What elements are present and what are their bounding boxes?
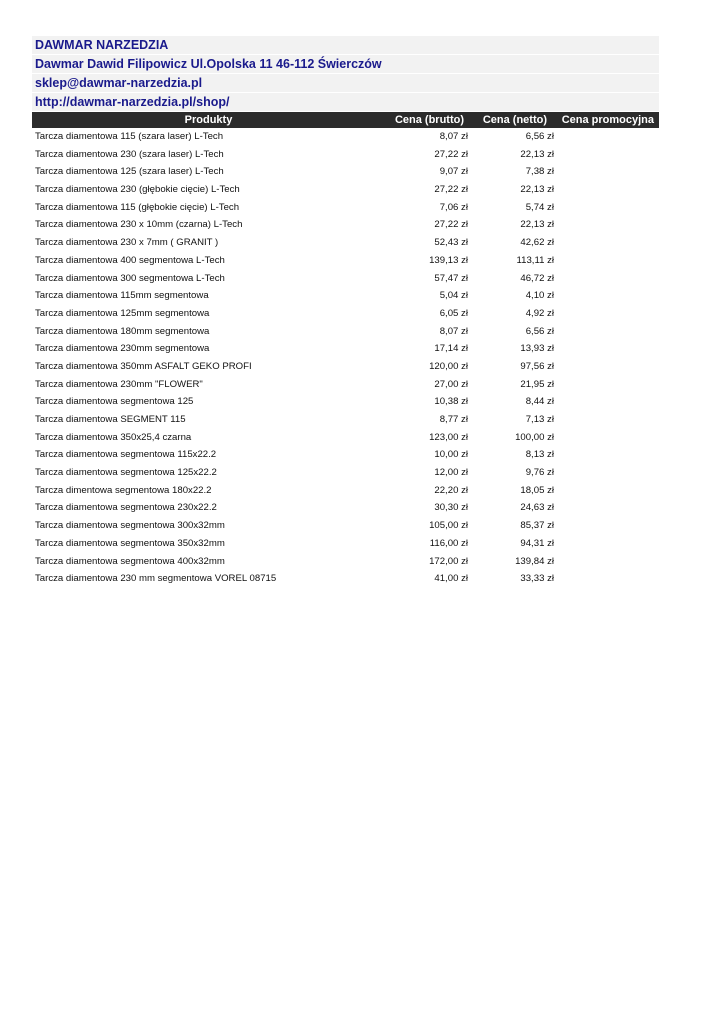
price-netto-cell: 4,10 zł: [525, 290, 554, 302]
price-promo-cell: [558, 287, 659, 305]
price-promo-cell: [558, 252, 659, 270]
table-row: [32, 535, 659, 553]
price-brutto-cell: 27,00 zł: [434, 378, 468, 390]
price-netto-cell: 97,56 zł: [520, 360, 554, 372]
product-name-cell: Tarcza diamentowa 350x25,4 czarna: [35, 431, 192, 443]
price-netto-cell: 9,76 zł: [525, 467, 554, 479]
price-netto-cell: 42,62 zł: [520, 237, 554, 249]
price-promo-cell: [558, 464, 659, 482]
table-row: [32, 163, 659, 181]
price-brutto-cell: 123,00 zł: [429, 431, 468, 443]
product-name-cell: Tarcza diamentowa 300 segmentowa L-Tech: [35, 272, 225, 284]
price-brutto-cell: 116,00 zł: [429, 537, 468, 549]
price-brutto-cell: 5,04 zł: [439, 290, 468, 302]
price-brutto-cell: 52,43 zł: [434, 237, 468, 249]
table-row: [32, 570, 659, 588]
price-brutto-cell: 6,05 zł: [439, 307, 468, 319]
price-netto-cell: 5,74 zł: [525, 201, 554, 213]
product-name-cell: Tarcza diamentowa 115 (głębokie cięcie) L-Tech: [35, 201, 240, 213]
product-name-cell: Tarcza diamentowa 115mm segmentowa: [35, 290, 209, 302]
price-promo-cell: [558, 270, 659, 288]
price-netto-cell: 18,05 zł: [520, 484, 554, 496]
price-promo-cell: [558, 146, 659, 164]
price-netto-cell: 8,13 zł: [525, 449, 554, 461]
price-netto-cell: 24,63 zł: [520, 502, 554, 514]
price-promo-cell: [558, 499, 659, 517]
table-row: [32, 199, 659, 217]
table-row: [32, 429, 659, 447]
price-netto-cell: 22,13 zł: [520, 148, 554, 160]
table-row: [32, 287, 659, 305]
price-promo-cell: [558, 535, 659, 553]
product-name-cell: Tarcza diamentowa 350mm ASFALT GEKO PROFI: [35, 360, 252, 372]
price-netto-cell: 22,13 zł: [520, 219, 554, 231]
table-row: [32, 411, 659, 429]
price-promo-cell: [558, 482, 659, 500]
price-netto-cell: 46,72 zł: [520, 272, 554, 284]
price-brutto-cell: 172,00 zł: [429, 555, 468, 567]
price-promo-cell: [558, 323, 659, 341]
price-brutto-cell: 10,38 zł: [434, 396, 468, 408]
table-row: [32, 517, 659, 535]
column-header-brutto: Cena (brutto): [394, 114, 464, 126]
product-name-cell: Tarcza diamentowa 400 segmentowa L-Tech: [35, 254, 225, 266]
product-name-cell: Tarcza diamentowa 230 x 7mm ( GRANIT ): [35, 237, 219, 249]
price-netto-cell: 7,13 zł: [525, 414, 554, 425]
table-row: [32, 128, 659, 146]
price-brutto-cell: 7,06 zł: [439, 201, 468, 213]
product-name-cell: Tarcza diamentowa 230 (szara laser) L-Tech: [35, 148, 224, 160]
column-header-promo: Cena promocyjna: [561, 114, 654, 126]
price-netto-cell: 22,13 zł: [520, 184, 554, 196]
product-name-cell: Tarcza diamentowa SEGMENT 115: [35, 414, 186, 425]
price-brutto-cell: 10,00 zł: [434, 449, 468, 461]
table-row: [32, 146, 659, 164]
price-brutto-cell: 9,07 zł: [439, 166, 468, 178]
table-row: [32, 216, 659, 234]
price-netto-cell: 94,31 zł: [520, 537, 554, 549]
product-name-cell: Tarcza diamentowa segmentowa 400x32mm: [35, 555, 225, 567]
product-name-cell: Tarcza diamentowa 125mm segmentowa: [35, 307, 210, 319]
price-brutto-cell: 57,47 zł: [434, 272, 468, 284]
table-row: [32, 499, 659, 517]
price-brutto-cell: 105,00 zł: [429, 520, 468, 532]
product-table-body: [32, 128, 659, 588]
price-promo-cell: [558, 305, 659, 323]
price-netto-cell: 4,92 zł: [525, 307, 554, 319]
product-name-cell: Tarcza diamentowa 230 (głębokie cięcie) L-Tech: [35, 184, 240, 196]
product-name-cell: Tarcza diamentowa 115 (szara laser) L-Tech: [35, 131, 224, 142]
product-name-cell: Tarcza diamentowa segmentowa 125: [35, 396, 194, 408]
price-promo-cell: [558, 216, 659, 234]
price-promo-cell: [558, 340, 659, 358]
table-row: [32, 464, 659, 482]
price-netto-cell: 6,56 zł: [525, 325, 554, 337]
price-promo-cell: [558, 429, 659, 447]
product-name-cell: Tarcza diamentowa segmentowa 350x32mm: [35, 537, 225, 549]
price-promo-cell: [558, 376, 659, 394]
product-name-cell: Tarcza diamentowa segmentowa 300x32mm: [35, 520, 225, 532]
product-name-cell: Tarcza dimentowa segmentowa 180x22.2: [35, 484, 212, 496]
price-brutto-cell: 30,30 zł: [434, 502, 468, 514]
table-row: [32, 553, 659, 571]
price-promo-cell: [558, 553, 659, 571]
price-brutto-cell: 8,77 zł: [439, 414, 468, 425]
price-netto-cell: 21,95 zł: [520, 378, 554, 390]
price-brutto-cell: 8,07 zł: [439, 325, 468, 337]
product-name-cell: Tarcza diamentowa 230mm segmentowa: [35, 343, 210, 355]
price-brutto-cell: 22,20 zł: [434, 484, 468, 496]
price-promo-cell: [558, 163, 659, 181]
price-brutto-cell: 41,00 zł: [434, 573, 468, 585]
price-brutto-cell: 139,13 zł: [429, 254, 468, 266]
product-name-cell: Tarcza diamentowa 180mm segmentowa: [35, 325, 210, 337]
price-netto-cell: 7,38 zł: [525, 166, 554, 178]
company-email[interactable]: sklep@dawmar-narzedzia.pl: [32, 74, 659, 92]
table-row: [32, 181, 659, 199]
table-header: [32, 112, 659, 128]
price-promo-cell: [558, 199, 659, 217]
price-netto-cell: 100,00 zł: [515, 431, 554, 443]
table-row: [32, 234, 659, 252]
product-name-cell: Tarcza diamentowa segmentowa 230x22.2: [35, 502, 217, 514]
company-url[interactable]: http://dawmar-narzedzia.pl/shop/: [32, 93, 659, 111]
price-netto-cell: 113,11 zł: [516, 254, 554, 266]
price-brutto-cell: 12,00 zł: [434, 467, 468, 479]
company-address: Dawmar Dawid Filipowicz Ul.Opolska 11 46-112 Świerczów: [32, 55, 659, 73]
price-promo-cell: [558, 393, 659, 411]
table-row: [32, 446, 659, 464]
price-netto-cell: 8,44 zł: [525, 396, 554, 408]
price-brutto-cell: 8,07 zł: [439, 131, 468, 142]
table-row: [32, 393, 659, 411]
table-row: [32, 340, 659, 358]
price-promo-cell: [558, 181, 659, 199]
table-row: [32, 270, 659, 288]
product-name-cell: Tarcza diamentowa segmentowa 115x22.2: [35, 449, 217, 461]
product-name-cell: Tarcza diamentowa 125 (szara laser) L-Tech: [35, 166, 224, 178]
price-netto-cell: 13,93 zł: [520, 343, 554, 355]
price-promo-cell: [558, 234, 659, 252]
table-row: [32, 482, 659, 500]
column-header-products: Produkty: [184, 114, 233, 126]
price-promo-cell: [558, 358, 659, 376]
price-netto-cell: 139,84 zł: [515, 555, 554, 567]
price-netto-cell: 85,37 zł: [520, 520, 554, 532]
price-promo-cell: [558, 570, 659, 588]
price-netto-cell: 6,56 zł: [525, 131, 554, 142]
company-name: DAWMAR NARZEDZIA: [32, 36, 659, 54]
price-list-page: [32, 36, 659, 588]
price-promo-cell: [558, 517, 659, 535]
table-row: [32, 323, 659, 341]
table-row: [32, 376, 659, 394]
price-brutto-cell: 27,22 zł: [434, 219, 468, 231]
price-promo-cell: [558, 128, 659, 146]
column-header-netto: Cena (netto): [482, 114, 547, 126]
price-promo-cell: [558, 446, 659, 464]
product-name-cell: Tarcza diamentowa 230 mm segmentowa VOREL 08715: [35, 573, 277, 585]
price-brutto-cell: 120,00 zł: [429, 360, 468, 372]
price-promo-cell: [558, 411, 659, 429]
product-name-cell: Tarcza diamentowa 230 x 10mm (czarna) L-Tech: [35, 219, 243, 231]
table-row: [32, 358, 659, 376]
product-name-cell: Tarcza diamentowa segmentowa 125x22.2: [35, 467, 217, 479]
price-brutto-cell: 27,22 zł: [434, 148, 468, 160]
price-brutto-cell: 27,22 zł: [434, 184, 468, 196]
table-row: [32, 305, 659, 323]
price-netto-cell: 33,33 zł: [520, 573, 554, 585]
table-row: [32, 252, 659, 270]
price-brutto-cell: 17,14 zł: [434, 343, 468, 355]
product-name-cell: Tarcza diamentowa 230mm "FLOWER": [35, 378, 203, 390]
